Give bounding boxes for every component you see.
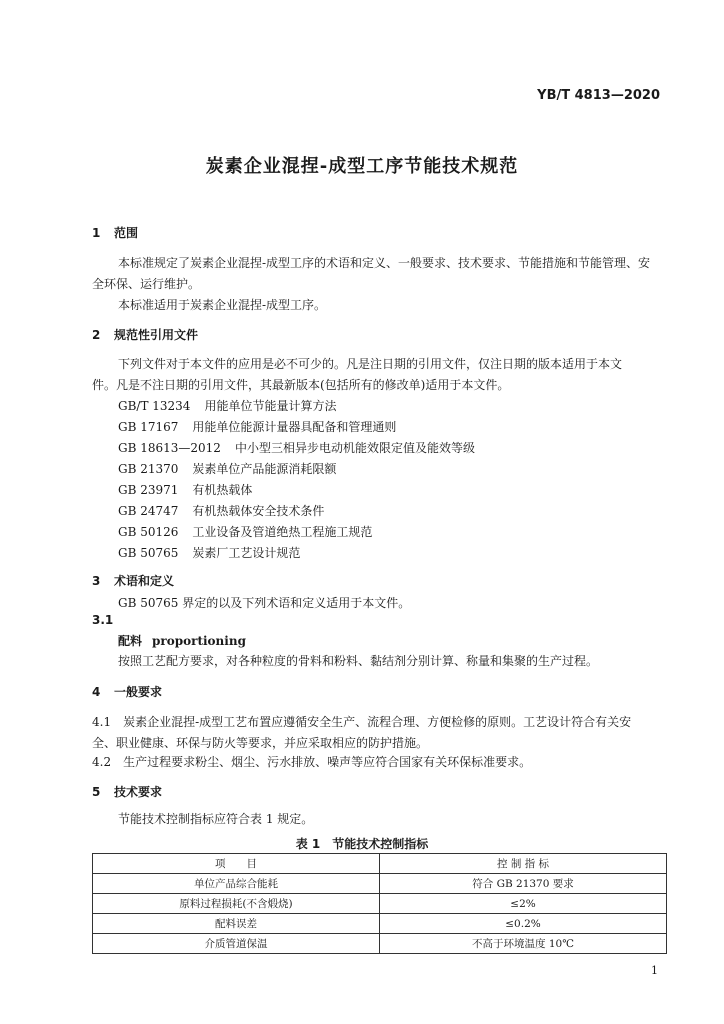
section-4-heading: [92, 683, 162, 700]
section-number: 2: [92, 328, 101, 342]
table-row: [93, 914, 667, 934]
clause-4-1-cont: 全、职业健康、环保与防火等要求，并应采取相应的防护措施。: [92, 736, 429, 750]
section-1-heading: [92, 224, 138, 241]
reference-item: [118, 481, 252, 498]
section-title: 范围: [114, 226, 139, 240]
reference-name: 有机热载体安全技术条件: [192, 504, 325, 518]
reference-name: 中小型三相异步电动机能效限定值及能效等级: [234, 441, 475, 455]
reference-item: [118, 397, 336, 414]
table-cell: 不高于环境温度 10℃: [380, 934, 667, 954]
reference-name: 工业设备及管道绝热工程施工规范: [192, 525, 373, 539]
section-3-heading: [92, 572, 174, 589]
index-table: [92, 853, 667, 954]
reference-item: [118, 418, 396, 435]
table-cell: 原料过程损耗(不含煅烧): [93, 894, 380, 914]
paragraph: 件。凡是不注日期的引用文件，其最新版本(包括所有的修改单)适用于本文件。: [92, 378, 510, 392]
reference-name: 炭素厂工艺设计规范: [192, 546, 301, 560]
table-header-row: [93, 854, 667, 874]
table-cell: ≤0.2%: [380, 914, 667, 934]
section-5-heading: [92, 783, 162, 800]
paragraph: 下列文件对于本文件的应用是必不可少的。凡是注日期的引用文件，仅注日期的版本适用于本文: [118, 357, 623, 371]
table-cell: ≤2%: [380, 894, 667, 914]
subsection-number: 3.1: [92, 613, 114, 627]
reference-code: GB 18613—2012: [118, 441, 221, 455]
table-row: [93, 874, 667, 894]
table-title: 表 1 节能技术控制指标: [295, 837, 429, 851]
reference-item: [118, 502, 324, 519]
table-row: [93, 934, 667, 954]
table-cell: 配料误差: [93, 914, 380, 934]
reference-name: 有机热载体: [192, 483, 253, 497]
section-number: 4: [92, 685, 101, 699]
table-header-cell: 项 目: [93, 854, 380, 874]
page-number: 1: [651, 964, 658, 977]
reference-name: 用能单位节能量计算方法: [204, 399, 337, 413]
term-english: proportioning: [152, 634, 246, 648]
section-2-heading: [92, 326, 198, 343]
table-cell: 介质管道保温: [93, 934, 380, 954]
paragraph: GB 50765 界定的以及下列术语和定义适用于本文件。: [118, 596, 411, 610]
clause-4-1: 4.1 炭素企业混捏-成型工艺布置应遵循安全生产、流程合理、方便检修的原则。工艺设计符合有关安: [92, 715, 632, 729]
section-number: 5: [92, 785, 101, 799]
section-number: 1: [92, 226, 101, 240]
section-title: 一般要求: [114, 685, 163, 699]
section-title: 术语和定义: [114, 574, 175, 588]
reference-code: GB 24747: [118, 504, 179, 518]
term-chinese: 配料: [118, 634, 143, 648]
term-entry: [118, 632, 246, 649]
reference-code: GB 21370: [118, 462, 179, 476]
paragraph: 节能技术控制指标应符合表 1 规定。: [118, 812, 314, 826]
section-title: 规范性引用文件: [114, 328, 199, 342]
section-number: 3: [92, 574, 101, 588]
clause-4-2: 4.2 生产过程要求粉尘、烟尘、污水排放、噪声等应符合国家有关环保标准要求。: [92, 755, 532, 769]
reference-name: 用能单位能源计量器具配备和管理通则: [192, 420, 397, 434]
reference-item: [118, 544, 300, 561]
paragraph: 本标准规定了炭素企业混捏-成型工序的术语和定义、一般要求、技术要求、节能措施和节能管理、安: [118, 256, 651, 270]
reference-item: [118, 460, 336, 477]
reference-item: [118, 523, 372, 540]
reference-code: GB 17167: [118, 420, 179, 434]
table-row: [93, 894, 667, 914]
paragraph: 本标准适用于炭素企业混捏-成型工序。: [118, 298, 327, 312]
standard-code: YB/T 4813—2020: [537, 88, 660, 103]
paragraph: 全环保、运行维护。: [92, 277, 201, 291]
document-title: 炭素企业混捏-成型工序节能技术规范: [205, 156, 519, 177]
section-title: 技术要求: [114, 785, 163, 799]
reference-code: GB/T 13234: [118, 399, 191, 413]
reference-code: GB 50765: [118, 546, 179, 560]
reference-item: [118, 439, 475, 456]
term-definition: 按照工艺配方要求，对各种粒度的骨料和粉料、黏结剂分别计算、称量和集聚的生产过程。: [118, 654, 599, 668]
reference-code: GB 23971: [118, 483, 179, 497]
table-cell: 单位产品综合能耗: [93, 874, 380, 894]
table-header-cell: 控 制 指 标: [380, 854, 667, 874]
reference-name: 炭素单位产品能源消耗限额: [192, 462, 337, 476]
reference-code: GB 50126: [118, 525, 179, 539]
table-cell: 符合 GB 21370 要求: [380, 874, 667, 894]
